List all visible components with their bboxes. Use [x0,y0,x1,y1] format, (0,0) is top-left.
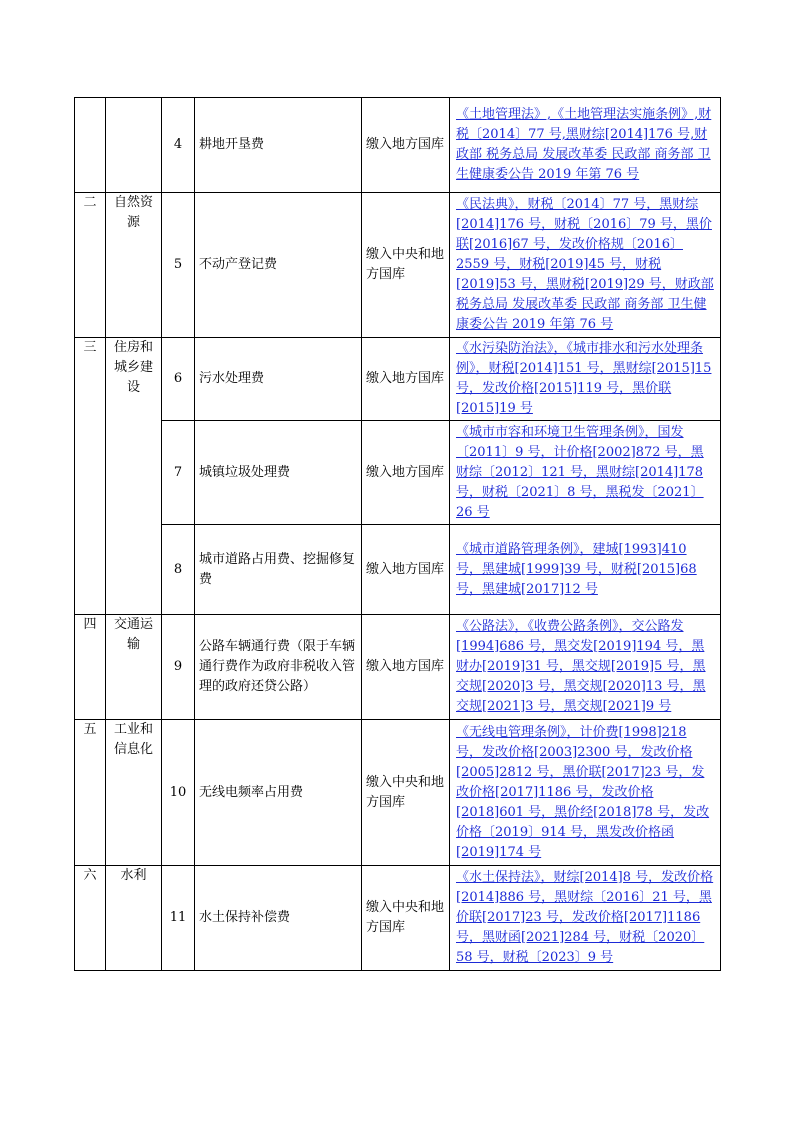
treasury: 缴入中央和地方国库 [362,193,450,338]
treasury: 缴入地方国库 [362,421,450,525]
item-index: 11 [162,866,195,971]
category-name: 交通运输 [106,615,162,720]
table-row [75,338,721,421]
category-name: 住房和城乡建设 [106,338,162,615]
legal-basis-links[interactable]: 《水土保持法》，财综[2014]8 号，发改价格[2014]886 号，黑财综〔2016〕21 号，黑价联[2017]23 号，发改价格[2017]1186 号，黑财函[2021]284 号，财税〔2020〕58 号，财税〔2023〕9 号 [456,870,714,965]
item-index: 7 [162,421,195,525]
legal-basis-links[interactable]: 《公路法》，《收费公路条例》，交公路发[1994]686 号，黑交发[2019]194 号，黑财办[2019]31 号，黑交规[2019]5 号，黑交规[2020]3 号，黑交规[2020]13 号，黑交规[2021]3 号，黑交规[2021]9 号 [456,619,706,714]
category-number: 六 [75,866,106,971]
legal-basis[interactable] [450,338,721,421]
table-row [75,866,721,971]
fee-name: 耕地开垦费 [195,98,362,193]
legal-basis[interactable] [450,866,721,971]
fee-name: 无线电频率占用费 [195,720,362,866]
table-row [75,421,721,525]
legal-basis-links[interactable]: 《城市市容和环境卫生管理条例》，国发〔2011〕9 号，计价格[2002]872 号，黑财综〔2012〕121 号，黑财综[2014]178 号，财税〔2021〕8 号，黑税发〔2021〕26 号 [456,424,704,520]
fee-name: 不动产登记费 [195,193,362,338]
item-index: 10 [162,720,195,866]
item-index: 5 [162,193,195,338]
treasury: 缴入地方国库 [362,525,450,615]
legal-basis[interactable] [450,421,721,525]
table-row [75,615,721,720]
category-number: 四 [75,615,106,720]
treasury: 缴入地方国库 [362,98,450,193]
fee-name: 污水处理费 [195,338,362,421]
treasury: 缴入地方国库 [362,615,450,720]
category-name: 水利 [106,866,162,971]
category-number [75,98,106,193]
legal-basis-links[interactable]: 《民法典》，财税〔2014〕77 号，黑财综[2014]176 号，财税〔2016〕79 号，黑价联[2016]67 号，发改价格规〔2016〕2559 号，财税[2019]45 号，财税[2019]53 号，黑财税[2019]29 号，财政部 税务总局 发展改革委 民政部 商务部 卫生健康委公告 2019 年第 76 号 [456,197,714,332]
category-name: 工业和信息化 [106,720,162,866]
category-name [106,98,162,193]
category-name: 自然资源 [106,193,162,338]
legal-basis-links[interactable]: 《无线电管理条例》，计价费[1998]218 号，发改价格[2003]2300 号，发改价格[2005]2812 号，黑价联[2017]23 号，发改价格[2017]1186 号，发改价格[2018]601 号，黑价经[2018]78 号，发改价格〔2019〕914 号，黑发改价格函[2019]174 号 [456,724,710,860]
table-row [75,525,721,615]
item-index: 6 [162,338,195,421]
legal-basis[interactable] [450,98,721,193]
fee-name: 公路车辆通行费（限于车辆通行费作为政府非税收入管理的政府还贷公路） [195,615,362,720]
treasury: 缴入地方国库 [362,338,450,421]
category-number: 二 [75,193,106,338]
legal-basis[interactable] [450,193,721,338]
legal-basis-links[interactable]: 《土地管理法》,《土地管理法实施条例》,财税〔2014〕77 号,黑财综[2014]176 号,财政部 税务总局 发展改革委 民政部 商务部 卫生健康委公告 2019 年第 76 号 [456,107,712,182]
fee-table [74,97,721,971]
legal-basis-links[interactable]: 《城市道路管理条例》，建城[1993]410 号，黑建城[1999]39 号，财税[2015]68 号，黑建城[2017]12 号 [456,541,697,597]
treasury: 缴入中央和地方国库 [362,866,450,971]
legal-basis[interactable] [450,615,721,720]
item-index: 4 [162,98,195,193]
table-row [75,720,721,866]
item-index: 8 [162,525,195,615]
legal-basis-links[interactable]: 《水污染防治法》，《城市排水和污水处理条例》，财税[2014]151 号，黑财综[2015]15 号，发改价格[2015]119 号，黑价联[2015]19 号 [456,341,712,416]
fee-name: 水土保持补偿费 [195,866,362,971]
category-number: 五 [75,720,106,866]
legal-basis[interactable] [450,720,721,866]
table-row [75,193,721,338]
fee-name: 城镇垃圾处理费 [195,421,362,525]
item-index: 9 [162,615,195,720]
fee-name: 城市道路占用费、挖掘修复费 [195,525,362,615]
category-number: 三 [75,338,106,615]
legal-basis[interactable] [450,525,721,615]
table-row [75,98,721,193]
treasury: 缴入中央和地方国库 [362,720,450,866]
